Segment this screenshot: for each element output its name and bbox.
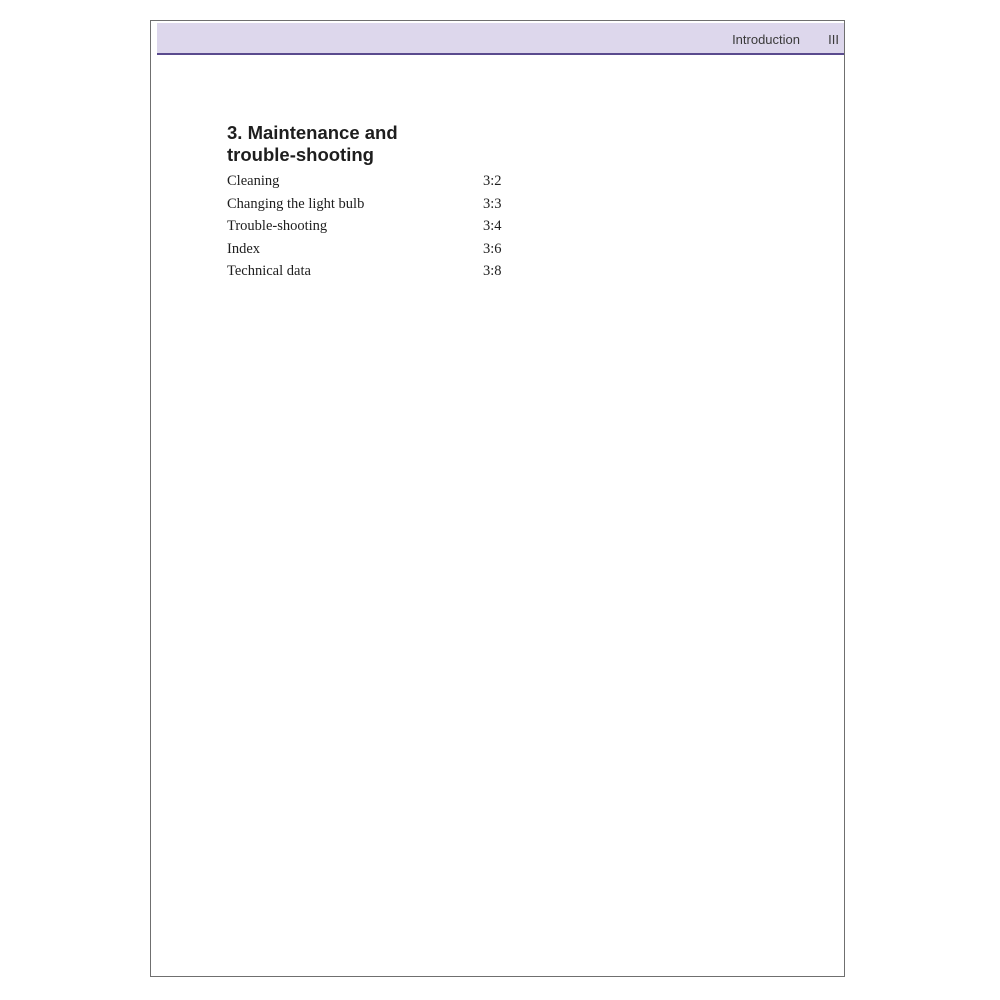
toc-entry-label: Changing the light bulb: [227, 195, 365, 212]
toc-entry-trouble-shooting[interactable]: [227, 215, 557, 238]
toc-entry-label: Trouble-shooting: [227, 218, 328, 234]
chapter-title-line-2: trouble-shooting: [227, 144, 374, 165]
toc-entry-label: Cleaning: [227, 173, 280, 189]
header-section-title: Introduction: [732, 32, 800, 47]
chapter-title-line-1: 3. Maintenance and: [227, 122, 398, 143]
toc-entry-page: 3:3: [483, 195, 502, 212]
chapter-title: [227, 122, 557, 166]
document-page: [150, 20, 845, 977]
toc-entry-technical-data[interactable]: [227, 260, 557, 283]
toc-entry-label: Index: [227, 240, 261, 257]
toc-entry-cleaning[interactable]: [227, 170, 557, 193]
header-page-number: III: [828, 32, 839, 47]
toc-entry-page: 3:4: [483, 218, 502, 234]
toc-entry-list: [227, 170, 557, 283]
toc-entry-page: 3:2: [483, 173, 502, 189]
toc-entry-page: 3:8: [483, 263, 502, 279]
running-header: [157, 23, 844, 55]
toc-entry-changing-light-bulb[interactable]: [227, 193, 557, 216]
toc-entry-label: Technical data: [227, 263, 311, 279]
toc-entry-index[interactable]: [227, 238, 557, 261]
table-of-contents: [227, 122, 557, 283]
toc-entry-page: 3:6: [483, 240, 502, 257]
